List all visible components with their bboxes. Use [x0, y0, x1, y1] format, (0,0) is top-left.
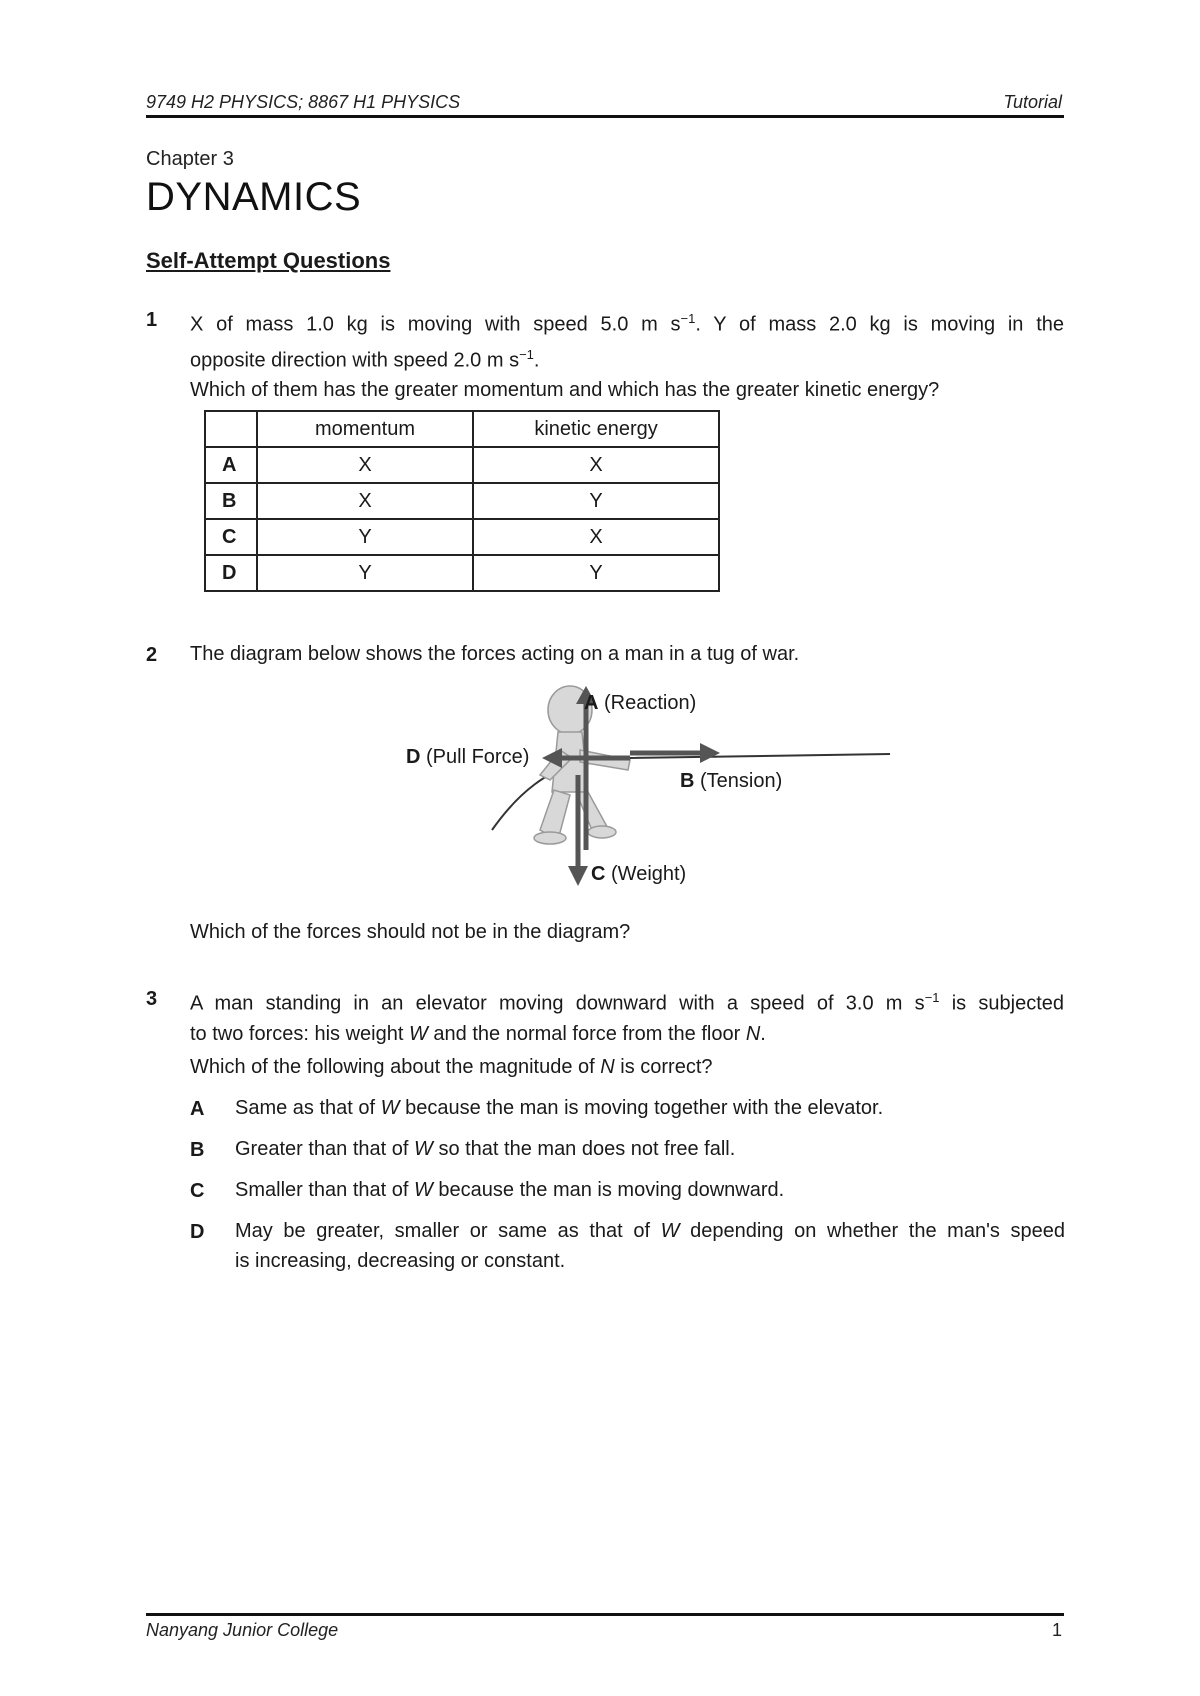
- page-title: DYNAMICS: [146, 175, 362, 219]
- footer-school: Nanyang Junior College: [146, 1620, 339, 1640]
- cell-momentum: X: [257, 447, 473, 483]
- q3-prompt-b: is correct?: [614, 1056, 713, 1078]
- q3-prompt-a: Which of the following about the magnitude of: [190, 1056, 601, 1078]
- question-1-number: 1: [146, 309, 158, 331]
- label-d-text: (Pull Force): [426, 746, 530, 768]
- opt-c-post: because the man is moving downward.: [432, 1179, 785, 1201]
- opt-b-pre: Greater than that of: [235, 1138, 414, 1160]
- row-label: C: [205, 519, 257, 555]
- q3-line1-b: is subjected: [939, 992, 1065, 1015]
- q1-unit-exp-2: −1: [519, 346, 534, 362]
- opt-a-post: because the man is moving together with the elevator.: [399, 1097, 884, 1119]
- question-2-prompt: Which of the forces should not be in the diagram?: [190, 921, 631, 943]
- cell-kinetic-energy: X: [473, 519, 719, 555]
- table-header-kinetic-energy: kinetic energy: [473, 411, 719, 447]
- row-label: A: [205, 447, 257, 483]
- option-text-d: [235, 1216, 1065, 1276]
- q3-unit-exp: −1: [924, 990, 940, 1005]
- cell-momentum: Y: [257, 519, 473, 555]
- option-text-c: [235, 1175, 784, 1205]
- option-letter-c: C: [190, 1180, 205, 1202]
- label-tension: [680, 770, 782, 793]
- chapter-label: Chapter 3: [146, 148, 234, 170]
- cell-momentum: Y: [257, 555, 473, 591]
- cell-momentum: X: [257, 483, 473, 519]
- table-header-row: [205, 411, 719, 447]
- footer-rule: [146, 1613, 1064, 1616]
- label-b-letter: B: [680, 770, 695, 792]
- q3-line2-b: and the normal force from the floor: [427, 1022, 746, 1045]
- table-corner-cell: [205, 411, 257, 447]
- label-a-text: (Reaction): [604, 692, 697, 714]
- question-3-prompt: [190, 1052, 713, 1082]
- q3-prompt-n: N: [600, 1056, 615, 1078]
- question-2-number: 2: [146, 644, 158, 666]
- q1-line3: Which of them has the greater momentum and which has the greater kinetic energy?: [190, 379, 940, 402]
- opt-c-pre: Smaller than that of: [235, 1179, 414, 1201]
- page-number: 1: [1051, 1620, 1062, 1640]
- header-rule: [146, 115, 1064, 118]
- label-c-text: (Weight): [611, 863, 687, 885]
- table-row: [205, 483, 719, 519]
- row-label: B: [205, 483, 257, 519]
- label-reaction: [584, 692, 696, 715]
- option-letter-a: A: [190, 1098, 205, 1120]
- header-course: 9749 H2 PHYSICS; 8867 H1 PHYSICS: [146, 92, 461, 112]
- q1-line1-b: . Y of mass 2.0 kg is moving in the: [695, 313, 1064, 336]
- opt-c-w: W: [413, 1179, 433, 1201]
- label-pull-force: [406, 746, 529, 769]
- opt-b-w: W: [414, 1138, 433, 1160]
- q1-unit-exp-1: −1: [680, 311, 696, 326]
- opt-d-line2: is increasing, decreasing or constant.: [235, 1250, 566, 1272]
- label-d-letter: D: [406, 746, 421, 768]
- question-2-text: The diagram below shows the forces acting on a man in a tug of war.: [190, 643, 800, 665]
- q1-options-table: [204, 410, 720, 592]
- q3-line2-a: to two forces: his weight: [190, 1022, 409, 1045]
- cell-kinetic-energy: Y: [473, 483, 719, 519]
- q3-line1-a: A man standing in an elevator moving downward with a speed of 3.0 m s: [190, 992, 925, 1015]
- opt-d-pre: May be greater, smaller or same as that of: [235, 1220, 661, 1242]
- question-3-number: 3: [146, 988, 158, 1010]
- option-letter-d: D: [190, 1221, 205, 1243]
- q3-symbol-n: N: [745, 1022, 761, 1045]
- section-title: Self-Attempt Questions: [146, 248, 391, 273]
- label-weight: [591, 863, 686, 886]
- q1-line2-a: opposite direction with speed 2.0 m s: [190, 349, 520, 372]
- q1-line1-a: X of mass 1.0 kg is moving with speed 5.0 m s: [190, 313, 681, 336]
- table-row: [205, 519, 719, 555]
- option-text-b: [235, 1134, 735, 1164]
- option-letter-b: B: [190, 1139, 205, 1161]
- table-row: [205, 555, 719, 591]
- opt-d-w: W: [660, 1220, 680, 1242]
- cell-kinetic-energy: Y: [473, 555, 719, 591]
- opt-d-post: depending on whether the man's speed: [679, 1220, 1066, 1242]
- table-header-momentum: momentum: [257, 411, 473, 447]
- arrowhead-tension: [700, 743, 720, 763]
- opt-a-pre: Same as that of: [235, 1097, 381, 1119]
- question-3-text: [190, 983, 1064, 1049]
- label-a-letter: A: [584, 692, 599, 714]
- q1-line2-b: .: [533, 349, 540, 372]
- question-1-text: [190, 304, 1064, 405]
- label-c-letter: C: [591, 863, 606, 885]
- cell-kinetic-energy: X: [473, 447, 719, 483]
- label-b-text: (Tension): [700, 770, 783, 792]
- opt-b-post: so that the man does not free fall.: [432, 1138, 736, 1160]
- q3-line2-c: .: [760, 1022, 766, 1045]
- header-tutorial: Tutorial: [1003, 92, 1062, 112]
- option-text-a: [235, 1093, 883, 1123]
- table-row: [205, 447, 719, 483]
- opt-a-w: W: [380, 1097, 400, 1119]
- row-label: D: [205, 555, 257, 591]
- q3-symbol-w: W: [408, 1022, 428, 1045]
- arrowhead-weight: [568, 866, 588, 886]
